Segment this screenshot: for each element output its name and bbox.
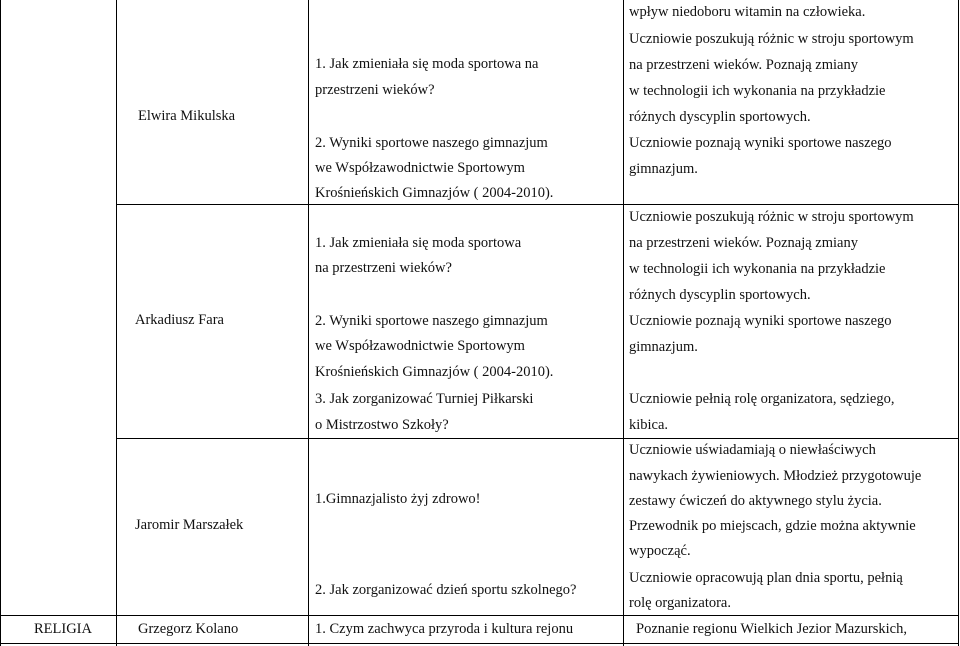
topic-line: 1. Jak zmieniała się moda sportowa na (315, 56, 539, 72)
outcome-line: Poznanie regionu Wielkich Jezior Mazurskich, (636, 621, 907, 637)
topic-line: 2. Wyniki sportowe naszego gimnazjum (315, 313, 548, 329)
topic-line: we Współzawodnictwie Sportowym (315, 160, 525, 176)
table-border-left (0, 0, 1, 646)
topic-line: 1. Jak zmieniała się moda sportowa (315, 235, 522, 251)
column-divider-1 (116, 0, 117, 646)
outcome-line: Uczniowie poznają wyniki sportowe naszego (629, 135, 892, 151)
outcome-line: różnych dyscyplin sportowych. (629, 287, 811, 303)
topic-line: na przestrzeni wieków? (315, 260, 452, 276)
outcome-line: Uczniowie uświadamiają o niewłaściwych (629, 442, 876, 458)
outcome-line: kibica. (629, 417, 669, 433)
column-divider-2 (308, 0, 309, 646)
outcome-line: Uczniowie poszukują różnic w stroju sportowym (629, 209, 914, 225)
outcome-line: zestawy ćwiczeń do aktywnego stylu życia. (629, 493, 882, 509)
table-border-bottom (0, 643, 959, 644)
topic-line: we Współzawodnictwie Sportowym (315, 338, 525, 354)
outcome-line: gimnazjum. (629, 161, 698, 177)
outcome-line: na przestrzeni wieków. Poznają zmiany (629, 57, 858, 73)
outcome-line: na przestrzeni wieków. Poznają zmiany (629, 235, 858, 251)
topic-line: 1.Gimnazjalisto żyj zdrowo! (315, 491, 481, 507)
teacher-name: Elwira Mikulska (138, 108, 236, 124)
teacher-name: Grzegorz Kolano (138, 621, 239, 637)
outcome-line: w technologii ich wykonania na przykładzie (629, 83, 886, 99)
column-divider-3 (623, 0, 624, 646)
topic-line: 2. Jak zorganizować dzień sportu szkolnego? (315, 582, 577, 598)
outcome-line: rolę organizatora. (629, 595, 731, 611)
topic-line: Krośnieńskich Gimnazjów ( 2004-2010). (315, 364, 554, 380)
outcome-line: Uczniowie pełnią rolę organizatora, sędziego, (629, 391, 895, 407)
topic-line: przestrzeni wieków? (315, 82, 435, 98)
outcome-line: w technologii ich wykonania na przykładzie (629, 261, 886, 277)
outcome-line: Uczniowie opracowują plan dnia sportu, pełnią (629, 570, 903, 586)
row-divider-1 (116, 204, 959, 205)
outcome-line: Uczniowie poszukują różnic w stroju sportowym (629, 31, 914, 47)
table-border-right (958, 0, 959, 646)
outcome-line: Przewodnik po miejscach, gdzie można aktywnie (629, 518, 916, 534)
row-divider-3 (0, 615, 959, 616)
subject-name: RELIGIA (34, 621, 92, 637)
outcome-line: różnych dyscyplin sportowych. (629, 109, 811, 125)
outcome-line: Uczniowie poznają wyniki sportowe naszego (629, 313, 892, 329)
topic-line: Krośnieńskich Gimnazjów ( 2004-2010). (315, 185, 554, 201)
outcome-line: gimnazjum. (629, 339, 698, 355)
outcome-line: wypocząć. (629, 543, 691, 559)
topic-line: 3. Jak zorganizować Turniej Piłkarski (315, 391, 534, 407)
teacher-name: Arkadiusz Fara (135, 312, 224, 328)
outcome-line: nawykach żywieniowych. Młodzież przygotowuje (629, 468, 922, 484)
topic-line: 2. Wyniki sportowe naszego gimnazjum (315, 135, 548, 151)
row-divider-2 (116, 438, 959, 439)
outcome-line: wpływ niedoboru witamin na człowieka. (629, 4, 866, 20)
topic-line: o Mistrzostwo Szkoły? (315, 417, 449, 433)
teacher-name: Jaromir Marszałek (135, 517, 244, 533)
topic-line: 1. Czym zachwyca przyroda i kultura rejonu (315, 621, 574, 637)
